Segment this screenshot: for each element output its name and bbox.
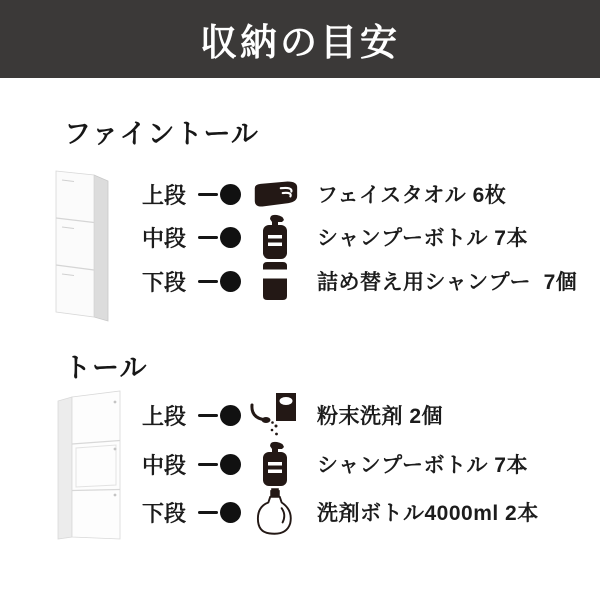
storage-row: [142, 391, 443, 439]
connector-dot: [220, 405, 241, 426]
shelf-level-label: 上段: [142, 403, 187, 429]
refill-pack-icon: [247, 260, 303, 302]
connector-dot: [220, 502, 241, 523]
folded-towel-icon: [247, 179, 303, 209]
pump-bottle-icon: [247, 440, 303, 488]
section-title-fine-tall: ファイントール: [64, 119, 259, 149]
connector-line: [198, 236, 218, 239]
item-label: 洗剤ボトル4000ml 2本: [317, 502, 539, 525]
shelf-level-label: 中段: [142, 452, 187, 478]
item-label: シャンプーボトル 7本: [317, 454, 528, 477]
item-label: シャンプーボトル 7本: [317, 227, 528, 250]
connector-dot: [220, 271, 241, 292]
connector-dot: [220, 184, 241, 205]
item-label: 粉末洗剤 2個: [317, 405, 444, 428]
storage-row: [142, 213, 528, 261]
connector-line: [198, 511, 218, 514]
pump-bottle-icon: [247, 213, 303, 261]
connector-dot: [220, 227, 241, 248]
header-band: [0, 0, 600, 78]
storage-row: [142, 257, 577, 305]
shelf-level-label: 中段: [142, 225, 187, 251]
storage-row: [142, 440, 528, 488]
fine-tall-cabinet-image: [54, 167, 112, 324]
connector-line: [198, 193, 218, 196]
shelf-level-label: 下段: [142, 500, 187, 526]
connector-line: [198, 463, 218, 466]
connector-line: [198, 414, 218, 417]
section-title-tall: トール: [64, 353, 148, 383]
item-label: フェイスタオル 6枚: [317, 184, 507, 207]
shelf-level-label: 上段: [142, 182, 187, 208]
storage-row: [142, 488, 539, 536]
connector-dot: [220, 454, 241, 475]
shelf-level-label: 下段: [142, 269, 187, 295]
tall-cabinet-image: [56, 389, 124, 542]
detergent-jug-icon: [247, 486, 303, 538]
connector-line: [198, 280, 218, 283]
storage-row: [142, 170, 506, 218]
powder-detergent-icon: [247, 391, 303, 439]
item-label: 詰め替え用シャンプー 7個: [317, 271, 578, 294]
page-title: 収納の目安: [200, 22, 400, 63]
